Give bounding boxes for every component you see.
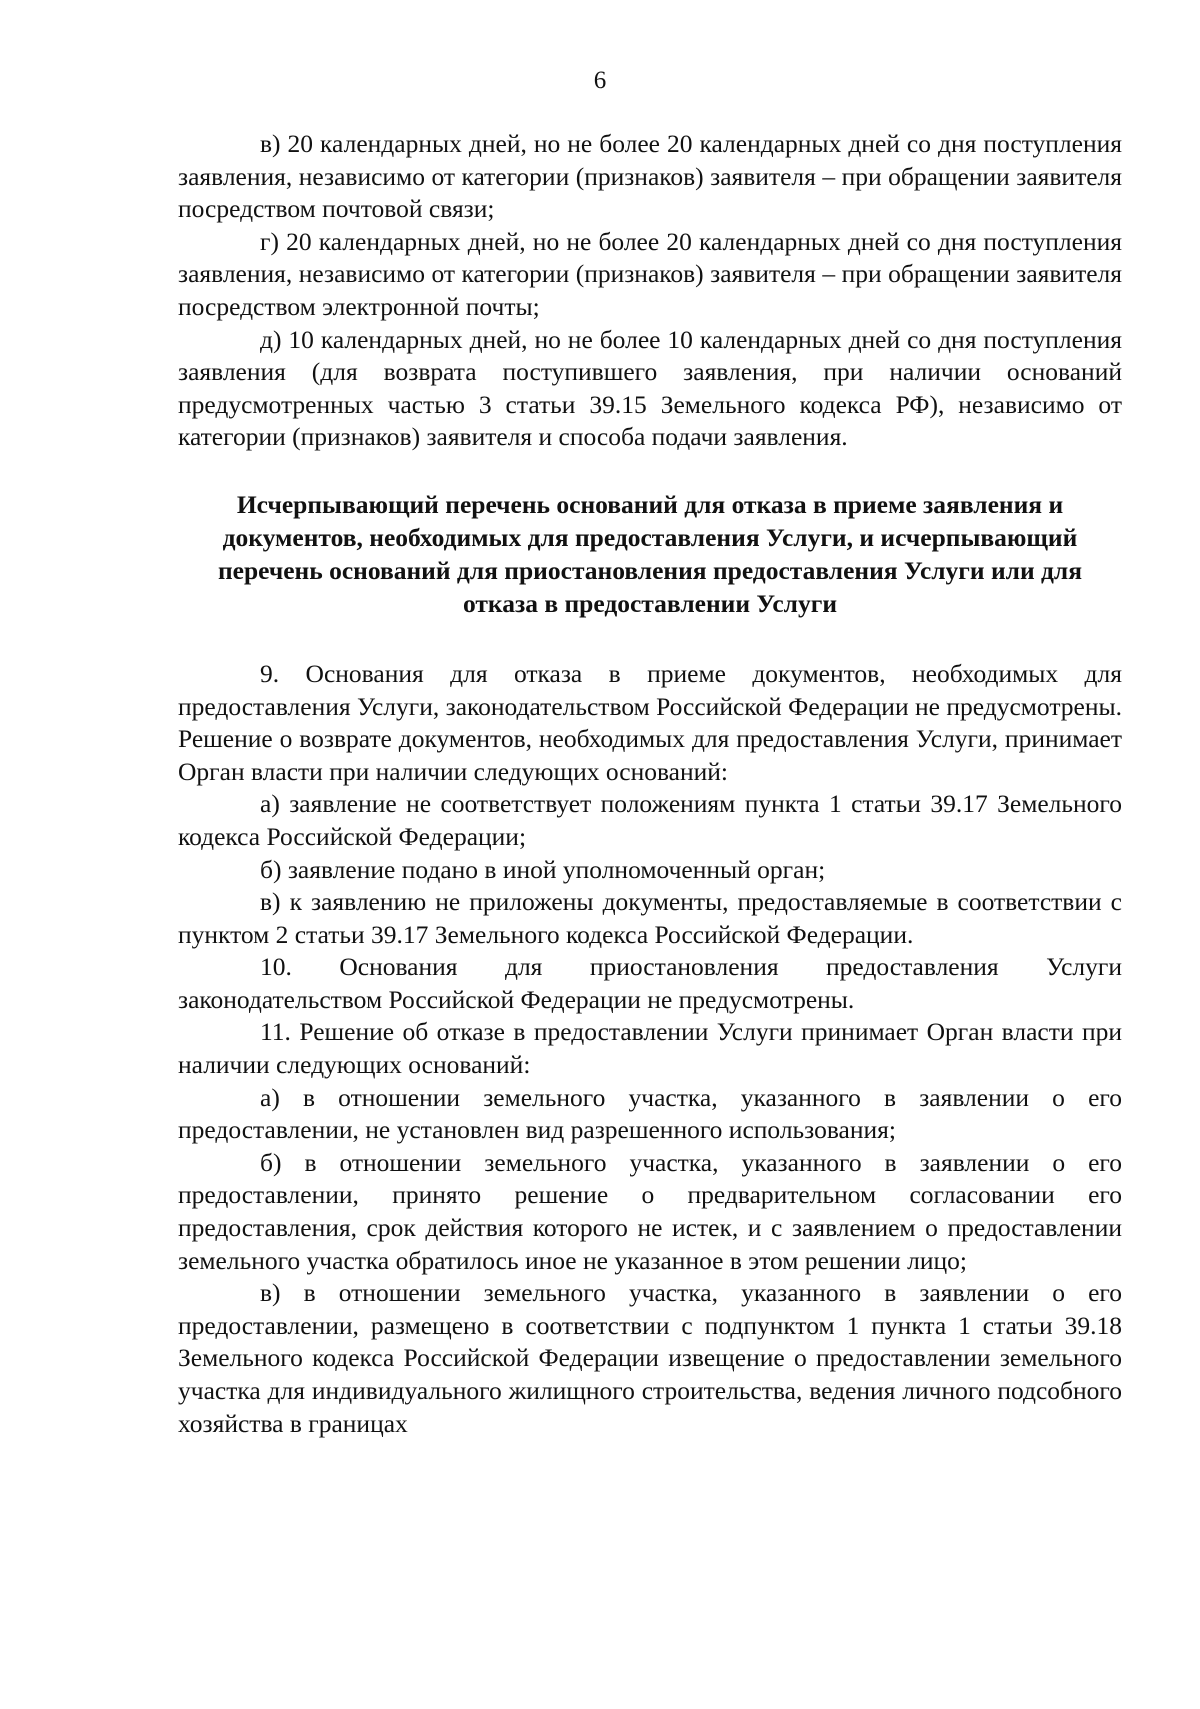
page-number: 6	[593, 67, 607, 94]
paragraph-11-item-v: в) в отношении земельного участка, указанного в заявлении о его предоставлении, размещено в соответствии с подпунктом 1 пункта 1 статьи 39.18 Земельного кодекса Российской Федерации извещение о предоставлении земельного участка для индивидуального жилищного строительства, ведения личного подсобного хозяйства в границах	[178, 1278, 1122, 1438]
paragraph-item-d-return: д) 10 календарных дней, но не более 10 календарных дней со дня поступления заявления (для возврата поступившего заявления, при наличии оснований предусмотренных частью 3 статьи 39.15 Земельного кодекса РФ), независимо от категории (признаков) заявителя и способа подачи заявления.	[178, 324, 1122, 452]
section-heading: Исчерпывающий перечень оснований для отказа в приеме заявления и документов, необходимых для предоставления Услуги, и исчерпывающий перечень оснований для приостановления предоставления Услуги или для отказа в предоставлении Услуги	[217, 489, 1083, 618]
paragraph-11-item-a: а) в отношении земельного участка, указанного в заявлении о его предоставлении, не установлен вид разрешенного использования;	[178, 1082, 1122, 1145]
paragraph-11: 11. Решение об отказе в предоставлении Услуги принимает Орган власти при наличии следующих оснований:	[178, 1017, 1122, 1080]
paragraph-10: 10. Основания для приостановления предоставления Услуги законодательством Российской Федерации не предусмотрены.	[178, 952, 1122, 1014]
paragraph-9-item-v: в) к заявлению не приложены документы, предоставляемые в соответствии с пунктом 2 статьи 39.17 Земельного кодекса Российской Федерации.	[178, 887, 1122, 949]
document-body	[178, 128, 1122, 1440]
paragraph-11-item-b: б) в отношении земельного участка, указанного в заявлении о его предоставлении, принято решение о предварительном согласовании его предоставления, срок действия которого не истек, и с заявлением о предоставлении земельного участка обратилось иное не указанное в этом решении лицо;	[178, 1147, 1122, 1275]
paragraph-item-v-postal: в) 20 календарных дней, но не более 20 календарных дней со дня поступления заявления, независимо от категории (признаков) заявителя – при обращении заявителя посредством почтовой связи;	[178, 129, 1122, 224]
paragraph-9-item-a: а) заявление не соответствует положениям пункта 1 статьи 39.17 Земельного кодекса Российской Федерации;	[178, 789, 1122, 851]
paragraph-9-item-b: б) заявление подано в иной уполномоченный орган;	[260, 854, 826, 884]
paragraph-item-g-email: г) 20 календарных дней, но не более 20 календарных дней со дня поступления заявления, независимо от категории (признаков) заявителя – при обращении заявителя посредством электронной почты;	[178, 226, 1122, 321]
paragraph-9: 9. Основания для отказа в приеме документов, необходимых для предоставления Услуги, законодательством Российской Федерации не предусмотрены. Решение о возврате документов, необходимых для предоставления Услуги, принимает Орган власти при наличии следующих оснований:	[178, 658, 1122, 786]
